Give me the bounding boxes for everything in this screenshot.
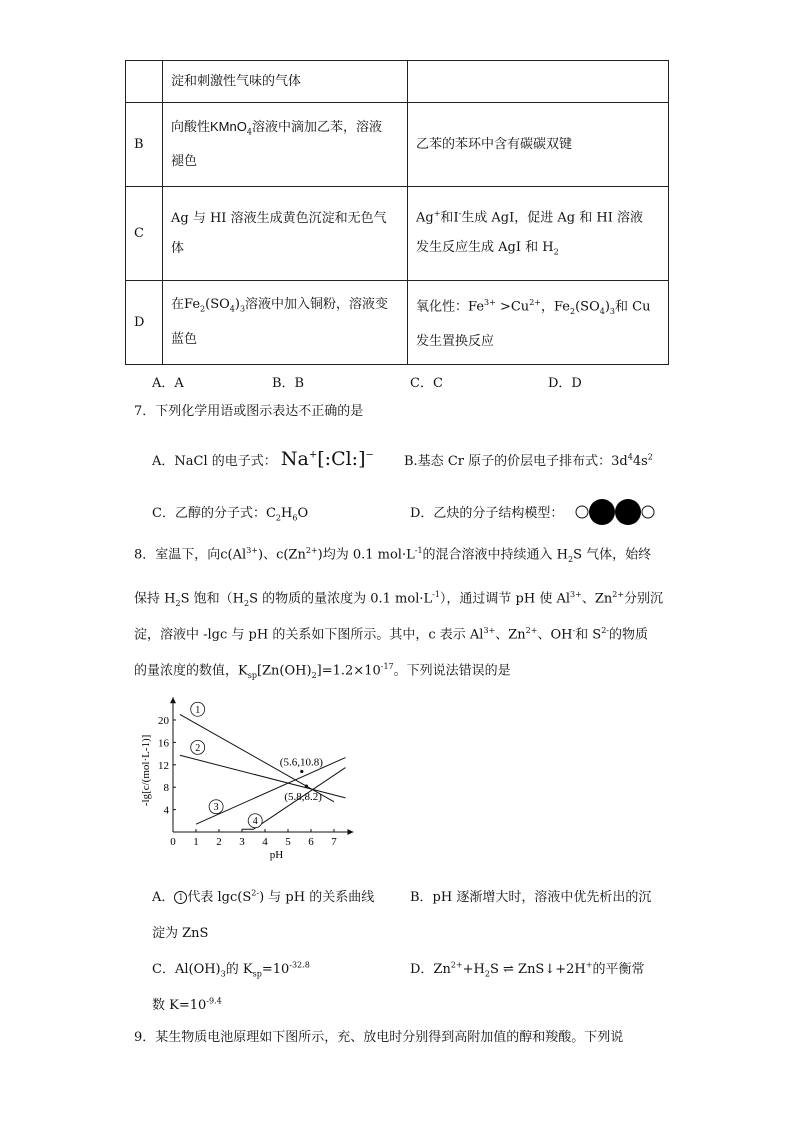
q9-stem: 9．某生物质电池原理如下图所示，充、放电时分别得到高附加值的醇和羧酸。下列说 <box>134 1030 624 1045</box>
intersection-point <box>305 784 308 787</box>
x-tick-label: 1 <box>193 836 199 848</box>
q6-option-d[interactable]: D．D <box>548 376 582 391</box>
q7-option-c[interactable]: C．乙醇的分子式：$C_2H_6O$ <box>152 506 309 523</box>
q7-stem: 7．下列化学用语或图示表达不正确的是 <box>134 404 364 419</box>
q8-option-b[interactable]: B．pH 逐渐增大时，溶液中优先析出的沉 <box>410 890 652 905</box>
x-axis-label: pH <box>269 849 284 861</box>
series-label: 4 <box>252 816 258 828</box>
table-cell-label: C <box>126 187 163 281</box>
y-tick-label: 20 <box>158 715 169 727</box>
q8-option-a[interactable]: A． 1 代表 $\lg c(S^{2-})$ 与 pH 的关系曲线 <box>152 888 375 905</box>
x-tick-label: 3 <box>239 836 245 848</box>
x-tick-label: 6 <box>308 836 314 848</box>
q6-option-a[interactable]: A．A <box>152 376 184 391</box>
x-tick-label: 0 <box>170 836 176 848</box>
q8-option-c[interactable]: C．$Al(OH)_3$的 $K_{sp}=10^{-32.8}$ <box>152 960 310 979</box>
series-line-3 <box>196 758 346 828</box>
table-cell: 乙苯的苯环中含有碳碳双键 <box>408 103 669 187</box>
series-label: 2 <box>195 742 201 754</box>
x-tick-label: 4 <box>262 836 268 848</box>
q8-line-2: 保持 $H_2S$ 饱和（$H_2S$ 的物质的量浓度为 0.1 $mol\cdot L^{-1}$），通过调节 pH 使 $Al^{3+}$、$Zn^{2+}$分别沉 <box>134 590 664 608</box>
x-tick-label: 7 <box>331 836 337 848</box>
table-cell: Ag+和I-生成 AgI，促进 Ag 和 HI 溶液 发生反应生成 AgI 和 $H_2$ <box>408 187 669 281</box>
table-cell: 淀和刺激性气味的气体 <box>163 61 408 103</box>
q8-line-3: 淀，溶液中 -lgc 与 pH 的关系如下图所示。其中，c 表示 $Al^{3+}$、$Zn^{2+}$、OH-和 $S^{2-}$的物质 <box>134 626 648 643</box>
table-cell: 向酸性KMnO$_4$溶液中滴加乙苯，溶液 褪色 <box>163 103 408 187</box>
table-cell: Ag 与 HI 溶液生成黄色沉淀和无色气 体 <box>163 187 408 281</box>
table-cell: 氧化性：$Fe^{3+} >Cu^{2+}$，$Fe_2(SO_4)_3$和 Cu 发生置换反应 <box>408 281 669 365</box>
y-tick-label: 8 <box>163 782 169 795</box>
chart-axes <box>140 697 354 861</box>
x-tick-label: 2 <box>216 836 222 848</box>
x-tick-label: 5 <box>285 836 291 848</box>
point-label: (5.8,8.2) <box>284 791 322 804</box>
table-cell-label: B <box>126 103 163 187</box>
table-cell <box>408 61 669 103</box>
q7-option-d[interactable]: D．乙炔的分子结构模型： <box>410 506 564 521</box>
y-tick-label: 12 <box>158 759 169 772</box>
q8-option-d-cont: 数 $K=10^{-9.4}$ <box>152 996 222 1013</box>
q8-option-d[interactable]: D．$Zn^{2+}+H_2S$ ⇌ ZnS↓+2H+的平衡常 <box>410 960 645 979</box>
point-label: (5.6,10.8) <box>279 756 323 769</box>
chart-series <box>180 714 346 829</box>
nacl-electron-formula: Na+[:Cl:]− <box>280 448 374 470</box>
table-row <box>126 281 669 365</box>
circled-number-icon: 1 <box>174 891 187 904</box>
table-row <box>126 187 669 281</box>
q7-option-a[interactable]: A．NaCl 的电子式： Na+[:Cl:]− <box>152 448 374 470</box>
table-row <box>126 61 669 103</box>
series-label: 3 <box>213 802 219 814</box>
lgc-ph-chart <box>135 690 355 870</box>
q6-option-c[interactable]: C．C <box>410 376 443 391</box>
q7-option-b[interactable]: B.基态 Cr 原子的价层电子排布式：$3d^44s^2$ <box>404 452 653 469</box>
q6-option-b[interactable]: B．B <box>272 376 305 391</box>
table-row <box>126 103 669 187</box>
table-cell-label <box>126 61 163 103</box>
q8-line-4: 的量浓度的数值，$K_{sp}[Zn(OH)_2]=1.2\times 10^{-17}$。下列说法错误的是 <box>134 662 511 680</box>
q8-line-1: 8．室温下，向$c(Al^{3+})$、$c(Zn^{2+})$均为 0.1 $mol\cdot L^{-1}$的混合溶液中持续通入 $H_2S$ 气体，始终 <box>134 546 652 564</box>
y-tick-label: 4 <box>163 804 169 817</box>
table-cell: 在$Fe_2(SO_4)_3$溶液中加入铜粉，溶液变 蓝色 <box>163 281 408 365</box>
question-6-table <box>125 60 669 365</box>
x-axis-arrow <box>348 829 354 835</box>
acetylene-model-icon <box>574 498 656 526</box>
series-label: 1 <box>195 704 201 716</box>
y-tick-label: 16 <box>158 737 169 750</box>
intersection-point <box>300 770 303 773</box>
y-axis-label: -lg[c/(mol·L-1)] <box>140 734 152 807</box>
chart-labels <box>191 702 324 827</box>
q8-option-b-cont: 淀为 ZnS <box>152 926 209 941</box>
y-axis-arrow <box>170 697 176 703</box>
table-cell-label: D <box>126 281 163 365</box>
